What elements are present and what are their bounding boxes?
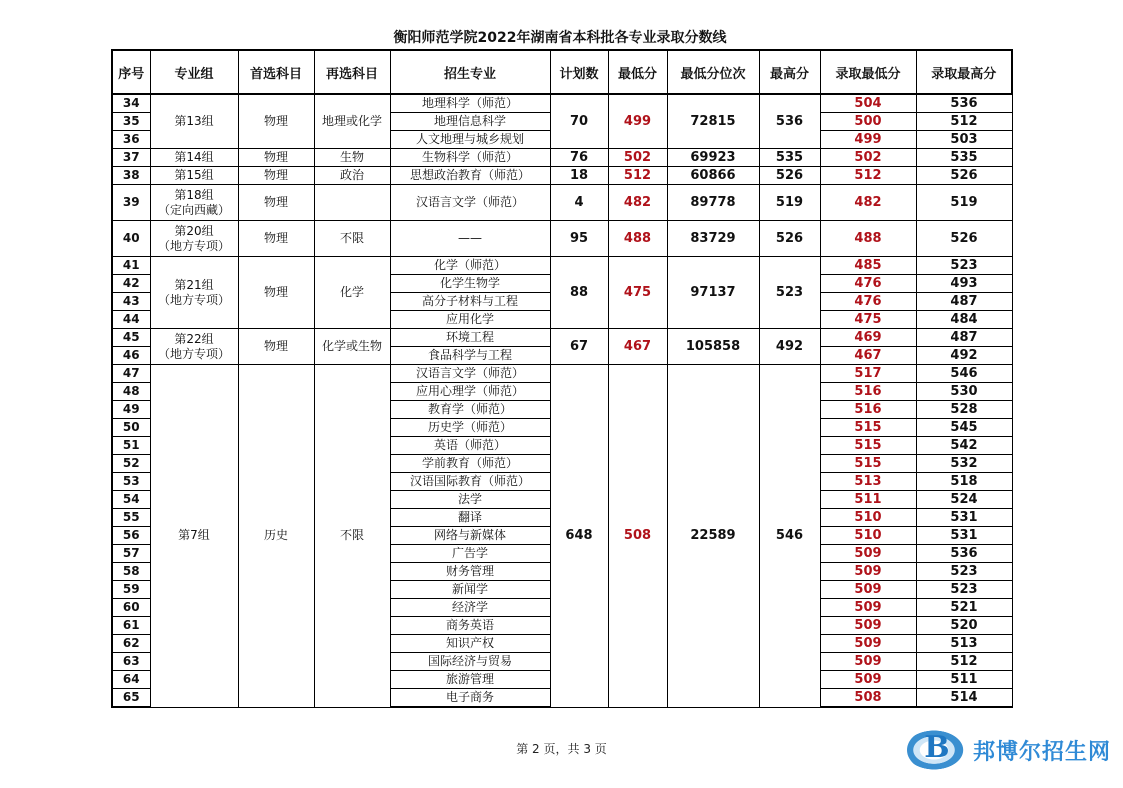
major-name: 英语（师范） [390, 437, 550, 455]
major-name: 经济学 [390, 599, 550, 617]
group-min-score: 475 [608, 257, 667, 329]
admit-max-score: 493 [916, 275, 1012, 293]
group-min-score: 467 [608, 329, 667, 365]
admit-max-score: 512 [916, 653, 1012, 671]
admit-min-score: 510 [820, 509, 916, 527]
admit-min-score: 508 [820, 689, 916, 708]
group-max-score: 519 [759, 185, 820, 221]
admit-max-score: 487 [916, 293, 1012, 311]
group-min-rank: 22589 [667, 365, 759, 708]
row-number: 39 [112, 185, 150, 221]
major-name: 知识产权 [390, 635, 550, 653]
group-name: 第14组 [174, 150, 214, 164]
row-number: 53 [112, 473, 150, 491]
row-number: 63 [112, 653, 150, 671]
first-subject: 物理 [238, 221, 314, 257]
first-subject: 物理 [238, 167, 314, 185]
group-name-cell [150, 329, 238, 365]
page-title: 衡阳师范学院2022年湖南省本科批各专业录取分数线 [393, 30, 727, 46]
admit-min-score: 509 [820, 653, 916, 671]
row-number: 48 [112, 383, 150, 401]
admit-max-score: 532 [916, 455, 1012, 473]
group-max-score: 536 [759, 94, 820, 149]
group-max-score: 546 [759, 365, 820, 708]
second-subject: 化学 [314, 257, 390, 329]
admit-max-score: 513 [916, 635, 1012, 653]
group-name: 第20组 [174, 223, 214, 238]
table-row [112, 329, 1012, 347]
major-name: 历史学（师范） [390, 419, 550, 437]
major-name: 应用化学 [390, 311, 550, 329]
first-subject: 历史 [238, 365, 314, 708]
admit-min-score: 515 [820, 455, 916, 473]
plan-count: 67 [550, 329, 608, 365]
second-subject: 不限 [314, 221, 390, 257]
major-name: 财务管理 [390, 563, 550, 581]
row-number: 64 [112, 671, 150, 689]
major-name: —— [390, 221, 550, 257]
major-name: 翻译 [390, 509, 550, 527]
group-name-cell [150, 221, 238, 257]
plan-count: 648 [550, 365, 608, 708]
header-second-subject: 再选科目 [314, 50, 390, 94]
second-subject [314, 185, 390, 221]
admit-min-score: 500 [820, 113, 916, 131]
admit-min-score: 504 [820, 94, 916, 113]
admit-max-score: 526 [916, 221, 1012, 257]
admit-max-score: 528 [916, 401, 1012, 419]
header-min-score: 最低分 [608, 50, 667, 94]
admit-max-score: 518 [916, 473, 1012, 491]
row-number: 37 [112, 149, 150, 167]
header-admit-min: 录取最低分 [820, 50, 916, 94]
first-subject: 物理 [238, 185, 314, 221]
major-name: 人文地理与城乡规划 [390, 131, 550, 149]
group-name-cell [150, 365, 238, 708]
group-min-score: 508 [608, 365, 667, 708]
row-number: 58 [112, 563, 150, 581]
row-number: 52 [112, 455, 150, 473]
first-subject: 物理 [238, 257, 314, 329]
row-number: 61 [112, 617, 150, 635]
admit-min-score: 482 [820, 185, 916, 221]
row-number: 43 [112, 293, 150, 311]
table-row [112, 365, 1012, 383]
major-name: 高分子材料与工程 [390, 293, 550, 311]
group-name: 第13组 [174, 114, 214, 128]
admit-min-score: 516 [820, 401, 916, 419]
admit-min-score: 517 [820, 365, 916, 383]
group-min-rank: 97137 [667, 257, 759, 329]
major-name: 新闻学 [390, 581, 550, 599]
admit-min-score: 499 [820, 131, 916, 149]
admit-max-score: 512 [916, 113, 1012, 131]
major-name: 生物科学（师范） [390, 149, 550, 167]
admit-min-score: 516 [820, 383, 916, 401]
admit-min-score: 469 [820, 329, 916, 347]
admit-min-score: 509 [820, 617, 916, 635]
major-name: 广告学 [390, 545, 550, 563]
major-name: 商务英语 [390, 617, 550, 635]
row-number: 36 [112, 131, 150, 149]
major-name: 地理科学（师范） [390, 94, 550, 113]
major-name: 化学生物学 [390, 275, 550, 293]
row-number: 40 [112, 221, 150, 257]
row-number: 44 [112, 311, 150, 329]
header-group: 专业组 [150, 50, 238, 94]
second-subject: 生物 [314, 149, 390, 167]
group-min-rank: 69923 [667, 149, 759, 167]
group-name: 第7组 [178, 528, 210, 543]
plan-count: 76 [550, 149, 608, 167]
admit-max-score: 523 [916, 581, 1012, 599]
admit-max-score: 503 [916, 131, 1012, 149]
watermark [907, 728, 1111, 772]
admit-min-score: 515 [820, 437, 916, 455]
major-name: 食品科学与工程 [390, 347, 550, 365]
major-name: 地理信息科学 [390, 113, 550, 131]
admit-max-score: 514 [916, 689, 1012, 708]
admit-min-score: 476 [820, 275, 916, 293]
first-subject: 物理 [238, 329, 314, 365]
header-plan: 计划数 [550, 50, 608, 94]
plan-count: 4 [550, 185, 608, 221]
admit-max-score: 542 [916, 437, 1012, 455]
second-subject: 政治 [314, 167, 390, 185]
row-number: 62 [112, 635, 150, 653]
admit-min-score: 509 [820, 671, 916, 689]
row-number: 46 [112, 347, 150, 365]
admit-min-score: 509 [820, 635, 916, 653]
header-admit-max: 录取最高分 [916, 50, 1012, 94]
major-name: 旅游管理 [390, 671, 550, 689]
group-name-cell [150, 94, 238, 149]
admit-max-score: 520 [916, 617, 1012, 635]
group-max-score: 526 [759, 221, 820, 257]
major-name: 化学（师范） [390, 257, 550, 275]
admit-max-score: 484 [916, 311, 1012, 329]
major-name: 教育学（师范） [390, 401, 550, 419]
group-name-cell [150, 167, 238, 185]
group-name: 第21组 [174, 277, 214, 292]
header-min-rank: 最低分位次 [667, 50, 759, 94]
row-number: 60 [112, 599, 150, 617]
admit-min-score: 509 [820, 581, 916, 599]
admit-min-score: 467 [820, 347, 916, 365]
admit-min-score: 513 [820, 473, 916, 491]
watermark-logo-icon: B [907, 728, 967, 772]
row-number: 45 [112, 329, 150, 347]
admit-max-score: 487 [916, 329, 1012, 347]
admit-max-score: 511 [916, 671, 1012, 689]
group-max-score: 535 [759, 149, 820, 167]
table-row [112, 221, 1012, 257]
group-min-rank: 105858 [667, 329, 759, 365]
row-number: 54 [112, 491, 150, 509]
admit-max-score: 536 [916, 545, 1012, 563]
major-name: 汉语国际教育（师范） [390, 473, 550, 491]
admit-max-score: 546 [916, 365, 1012, 383]
row-number: 59 [112, 581, 150, 599]
admit-max-score: 526 [916, 167, 1012, 185]
admit-min-score: 515 [820, 419, 916, 437]
admit-max-score: 530 [916, 383, 1012, 401]
admit-max-score: 531 [916, 509, 1012, 527]
group-min-score: 499 [608, 94, 667, 149]
header-no: 序号 [112, 50, 150, 94]
major-name: 汉语言文学（师范） [390, 365, 550, 383]
group-max-score: 523 [759, 257, 820, 329]
admit-min-score: 510 [820, 527, 916, 545]
plan-count: 88 [550, 257, 608, 329]
admit-max-score: 545 [916, 419, 1012, 437]
admit-min-score: 512 [820, 167, 916, 185]
group-subtype: （地方专项） [157, 238, 230, 253]
header-first-subject: 首选科目 [238, 50, 314, 94]
row-number: 65 [112, 689, 150, 708]
row-number: 34 [112, 94, 150, 113]
table-row [112, 149, 1012, 167]
row-number: 49 [112, 401, 150, 419]
group-name: 第15组 [174, 168, 214, 182]
major-name: 电子商务 [390, 689, 550, 708]
second-subject: 不限 [314, 365, 390, 708]
header-major: 招生专业 [390, 50, 550, 94]
watermark-text: 邦博尔招生网 [972, 739, 1111, 765]
group-name: 第22组 [174, 331, 214, 346]
admit-min-score: 509 [820, 599, 916, 617]
major-name: 学前教育（师范） [390, 455, 550, 473]
table-row [112, 94, 1012, 113]
admit-max-score: 536 [916, 94, 1012, 113]
group-max-score: 492 [759, 329, 820, 365]
admit-min-score: 509 [820, 545, 916, 563]
admit-min-score: 476 [820, 293, 916, 311]
group-min-rank: 89778 [667, 185, 759, 221]
row-number: 56 [112, 527, 150, 545]
group-max-score: 526 [759, 167, 820, 185]
major-name: 汉语言文学（师范） [390, 185, 550, 221]
major-name: 法学 [390, 491, 550, 509]
group-name: 第18组 [174, 187, 214, 202]
row-number: 47 [112, 365, 150, 383]
table-row [112, 257, 1012, 275]
row-number: 55 [112, 509, 150, 527]
row-number: 35 [112, 113, 150, 131]
first-subject: 物理 [238, 149, 314, 167]
admit-max-score: 523 [916, 563, 1012, 581]
row-number: 50 [112, 419, 150, 437]
major-name: 思想政治教育（师范） [390, 167, 550, 185]
major-name: 网络与新媒体 [390, 527, 550, 545]
group-min-rank: 83729 [667, 221, 759, 257]
row-number: 42 [112, 275, 150, 293]
admit-max-score: 531 [916, 527, 1012, 545]
admit-min-score: 475 [820, 311, 916, 329]
plan-count: 95 [550, 221, 608, 257]
admit-max-score: 535 [916, 149, 1012, 167]
group-min-rank: 72815 [667, 94, 759, 149]
row-number: 51 [112, 437, 150, 455]
major-name: 应用心理学（师范） [390, 383, 550, 401]
second-subject: 化学或生物 [314, 329, 390, 365]
table-row [112, 167, 1012, 185]
header-max-score: 最高分 [759, 50, 820, 94]
page-footer: 第 2 页，共 3 页 [516, 742, 607, 756]
row-number: 38 [112, 167, 150, 185]
group-min-score: 488 [608, 221, 667, 257]
admit-min-score: 509 [820, 563, 916, 581]
group-min-score: 512 [608, 167, 667, 185]
second-subject: 地理或化学 [314, 94, 390, 149]
row-number: 41 [112, 257, 150, 275]
group-min-score: 482 [608, 185, 667, 221]
admit-max-score: 521 [916, 599, 1012, 617]
plan-count: 18 [550, 167, 608, 185]
admit-min-score: 488 [820, 221, 916, 257]
admit-min-score: 485 [820, 257, 916, 275]
group-min-rank: 60866 [667, 167, 759, 185]
group-subtype: （定向西藏） [157, 202, 230, 217]
admit-max-score: 519 [916, 185, 1012, 221]
major-name: 国际经济与贸易 [390, 653, 550, 671]
group-subtype: （地方专项） [157, 292, 230, 307]
admit-min-score: 511 [820, 491, 916, 509]
admission-score-table [111, 49, 1013, 708]
admit-max-score: 524 [916, 491, 1012, 509]
admit-max-score: 492 [916, 347, 1012, 365]
group-name-cell [150, 185, 238, 221]
table-row [112, 185, 1012, 221]
group-min-score: 502 [608, 149, 667, 167]
major-name: 环境工程 [390, 329, 550, 347]
group-name-cell [150, 149, 238, 167]
admit-min-score: 502 [820, 149, 916, 167]
first-subject: 物理 [238, 94, 314, 149]
group-subtype: （地方专项） [157, 346, 230, 361]
table-header-row [112, 50, 1012, 94]
plan-count: 70 [550, 94, 608, 149]
group-name-cell [150, 257, 238, 329]
admit-max-score: 523 [916, 257, 1012, 275]
row-number: 57 [112, 545, 150, 563]
